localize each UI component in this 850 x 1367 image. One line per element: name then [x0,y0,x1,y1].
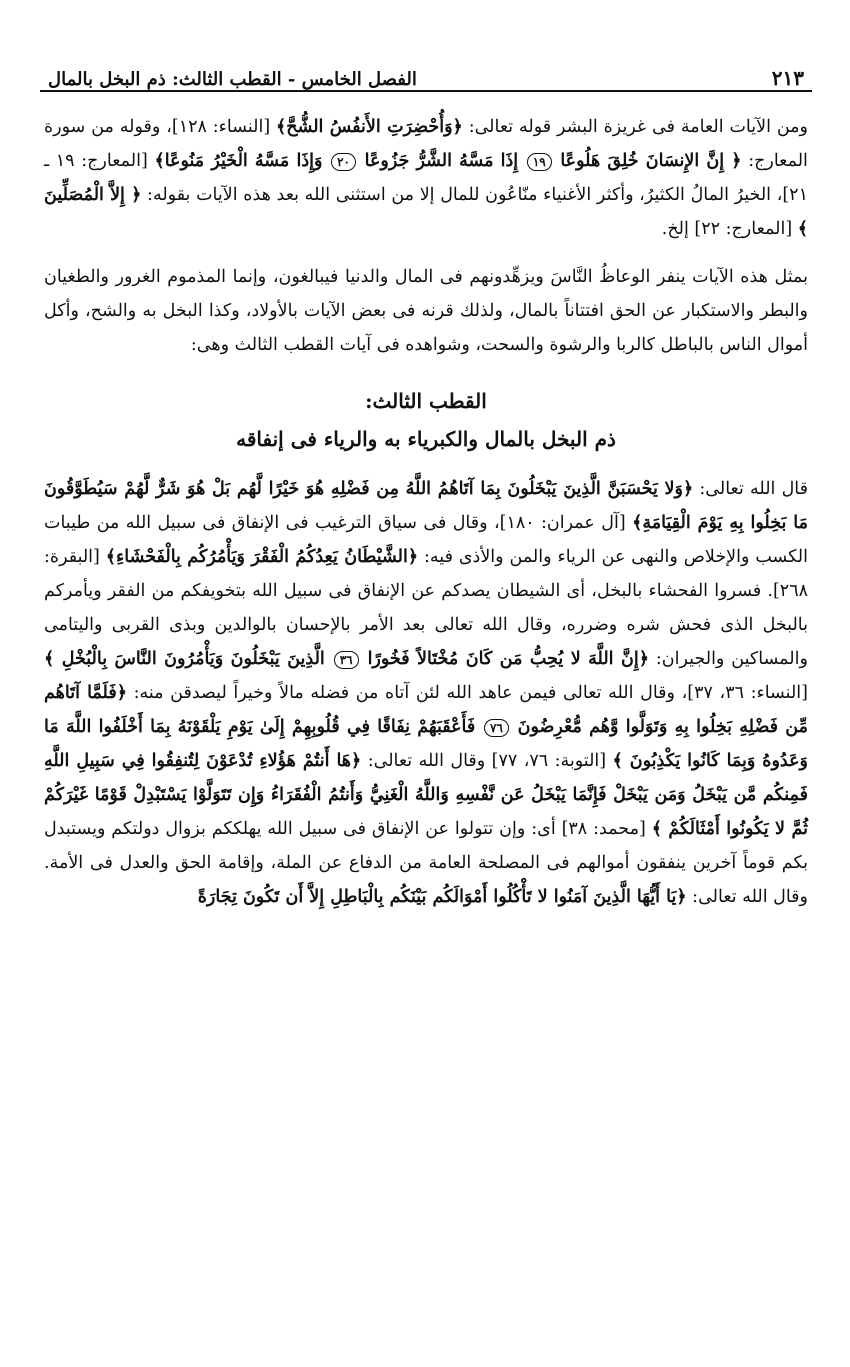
paragraph-preachers: بمثل هذه الآيات ينفر الوعاظُ النَّاسَ ويزهِّدونهم فى المال والدنيا فيبالغون، وإنما المذموم الغرور والطغيان والبطر والاستكبار عن الحق افتتاناً بالمال، ولذلك قرنه فى بعض الآيات بالأولاد، وكذا البخل به والشح، وأكل أموال الناس بالباطل كالربا والرشوة والسحت، وشواهده فى آيات القطب الثالث وهى: [44,267,808,355]
body-text: [التوبة: ٧٦، ٧٧] وقال الله تعالى: [367,751,607,771]
quran-verse: ﴿ إِلاَّ الْمُصَلِّينَ ﴾ [44,185,808,239]
body-text: [النساء: ٣٦، ٣٧]، وقال الله تعالى فيمن عاهد الله لئن آتاه من فضله مالاً وخيراً ليصدقن منه: [133,683,808,703]
verse-reference: [المعارج: ١٩ ـ ٢١]، الخيرُ المالُ الكثيرُ، وأكثر الأغنياء منّاعُون للمال إلا من استثنى الله بعد هذه الآيات بقوله: [44,151,808,205]
body-text: قال الله تعالى: [699,479,808,499]
verse-number-mark: ١٩ [527,153,552,171]
quran-verse: ﴿وَأُحْضِرَتِ الأَنفُسُ الشُّحَّ﴾ [276,117,463,137]
section-subheading: ذم البخل بالمال والكبرياء به والرياء فى إنفاقه [236,427,616,451]
verse-number-mark: ٣٦ [334,651,359,669]
verse-reference: [النساء: ١٢٨]، وقوله من سورة المعارج: [44,117,808,171]
verse-reference: [المعارج: ٢٢] إلخ. [661,219,793,239]
running-header [40,56,812,92]
paragraph-miserliness-verses [40,472,812,914]
quran-verse: وَإِذَا مَسَّهُ الْخَيْرُ مَنُوعًا﴾ [154,151,323,171]
verse-number-mark: ٧٦ [484,719,509,737]
page-number: ٢١٣ [771,66,804,90]
quran-verse: ﴿وَلا يَحْسَبَنَّ الَّذِينَ يَبْخَلُونَ بِمَا آتَاهُمُ اللَّهُ مِن فَضْلِهِ هُوَ خَيْرًا لَّهُم بَلْ هُوَ شَرٌّ لَّهُمْ سَيُطَوَّقُونَ مَا بَخِلُوا بِهِ يَوْمَ الْقِيَامَةِ﴾ [44,479,808,533]
quran-verse: ﴿فَلَمَّا آتَاهُم مِّن فَضْلِهِ بَخِلُوا بِهِ وَتَوَلَّوا وَّهُم مُّعْرِضُونَ [44,683,808,737]
verse-number-mark: ٢٠ [331,153,356,171]
intro-text: ومن الآيات العامة فى غريزة البشر قوله تعالى: [468,117,808,137]
paragraph-innate-verses [40,110,812,246]
body-text: [البقرة: ٢٦٨]. فسروا الفحشاء بالبخل، أى الشيطان يصدكم عن الإنفاق فى سبيل الله بتخويفكم من الفقر ويأمركم بالبخل الذى فحش شره وضرره، وقال الله تعالى بعد الأمر بالإحسان بالوالدين وبذى القربى واليتامى والمساكين والجيران: [44,547,808,669]
quran-verse: ﴿ إِنَّ الإِنسَانَ خُلِقَ هَلُوعًا [560,151,742,171]
running-title: الفصل الخامس - القطب الثالث: ذم البخل بالمال [48,69,417,90]
section-heading: القطب الثالث: [365,389,487,413]
quran-verse: فَأَعْقَبَهُمْ نِفَاقًا فِي قُلُوبِهِمْ إِلَىٰ يَوْمِ يَلْقَوْنَهُ بِمَا أَخْلَفُوا اللَّهَ مَا وَعَدُوهُ وَبِمَا كَانُوا يَكْذِبُونَ ﴾ [44,717,808,771]
quran-verse: ﴿الشَّيْطَانُ يَعِدُكُمُ الْفَقْرَ وَيَأْمُرُكُم بِالْفَحْشَاءِ﴾ [105,547,419,567]
body-text: [آل عمران: ١٨٠]، وقال فى سياق الترغيب فى الإنفاق فى سبيل الله من طيبات الكسب والإخلاص والنهى عن الرياء والمن والأذى فيه: [44,513,808,567]
book-page [40,56,812,914]
quran-verse: الَّذِينَ يَبْخَلُونَ وَيَأْمُرُونَ النَّاسَ بِالْبُخْلِ ﴾ [44,649,325,669]
quran-verse: ﴿هَا أَنتُمْ هَؤُلاءِ تُدْعَوْنَ لِتُنفِقُوا فِي سَبِيلِ اللَّهِ فَمِنكُم مَّن يَبْخَلُ وَمَن يَبْخَلْ فَإِنَّمَا يَبْخَلُ عَن نَّفْسِهِ وَاللَّهُ الْغَنِيُّ وَأَنتُمُ الْفُقَرَاءُ وَإِن تَتَوَلَّوْا يَسْتَبْدِلْ قَوْمًا غَيْرَكُمْ ثُمَّ لا يَكُونُوا أَمْثَالَكُمْ ﴾ [44,751,808,839]
body-text: [محمد: ٣٨] أى: وإن تتولوا عن الإنفاق فى سبيل الله يهلككم بزوال دولتكم ويستبدل بكم قوماً آخرين ينفقون أموالهم فى المصلحة العامة من الدفاع عن الملة، وإقامة الحق والعدل فى الأمة. وقال الله تعالى: [44,819,808,907]
quran-verse: ﴿يَا أَيُّهَا الَّذِينَ آمَنُوا لا تَأْكُلُوا أَمْوَالَكُم بَيْنَكُم بِالْبَاطِلِ إِلاَّ أَن تَكُونَ تِجَارَةً [197,887,687,907]
quran-verse: ﴿إِنَّ اللَّهَ لا يُحِبُّ مَن كَانَ مُخْتَالاً فَخُورًا [367,649,649,669]
quran-verse: إِذَا مَسَّهُ الشَّرُّ جَزُوعًا [364,151,519,171]
